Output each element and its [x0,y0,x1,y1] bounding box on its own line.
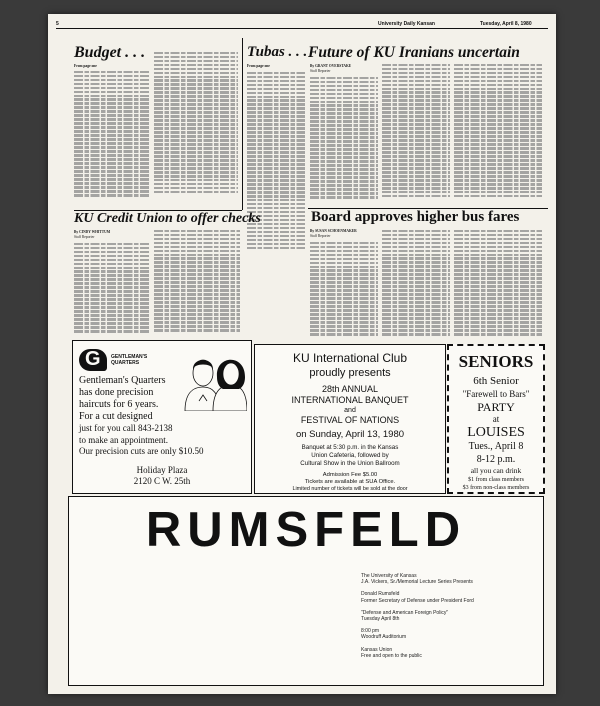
seniors-line: SENIORS [458,352,534,371]
seniors-line: Tues., April 8 [468,441,524,452]
rumsfeld-info-line: Kansas Union [361,646,393,653]
board-column-2 [382,228,450,340]
intl-club-line: and [344,407,356,414]
budget-jump: From page one [74,64,97,68]
credit-union-column-2 [154,228,240,337]
gq-line: has done precision [79,387,154,398]
rumsfeld-info-line: Woodruff Auditorium [361,634,407,641]
intl-club-line: Limited number of tickets will be sold at the door [292,486,408,492]
gq-line: haircuts for 6 years. [79,399,159,410]
rumsfeld-info-line: J.A. Vickers, Sr./Memorial Lecture Series Presents [361,579,473,586]
board-byline: By SUSAN SCHOENMAKER [310,229,357,233]
seniors-party-ad [447,344,545,494]
rumsfeld-title: RUMSFELD [145,503,467,557]
budget-headline: Budget . . . [74,44,146,61]
gq-logo-name: GENTLEMAN'S QUARTERS [111,354,148,366]
intl-club-line: Admission Fee $5.00 [322,472,378,478]
budget-column-1 [74,69,150,209]
seniors-line: $1 from class members [468,477,524,483]
rumsfeld-info [361,573,531,659]
intl-club-line: FESTIVAL OF NATIONS [300,415,400,425]
rumsfeld-info-line: Free and open to the public [361,652,422,659]
gq-line: For a cut designed [79,411,153,422]
gq-line: to make an appointment. [79,434,168,445]
seniors-line: "Farewell to Bars" [462,389,530,399]
seniors-line: at [492,414,500,424]
gq-line: Gentleman's Quarters [79,375,166,386]
seniors-line: all you can drink [470,466,522,475]
gentlemans-quarters-ad [72,340,252,494]
paper-name: University Daily Kansan [378,21,435,27]
iranians-byline: By GRANT OVERSTAKE [310,64,352,68]
intl-club-copy [255,345,445,493]
couple-illustration-icon [177,347,247,411]
gq-copy [79,375,179,423]
intl-club-line: Banquet at 5:30 p.m. in the Kansas [301,444,399,451]
rumsfeld-info-line: Former Secretary of Defense under President Ford [361,597,474,604]
gq-line: just for you call 843-2138 [79,423,173,433]
budget-column-2 [154,50,238,208]
board-headline: Board approves higher bus fares [311,209,520,225]
rumsfeld-info-line: "Defense and American Foreign Policy" [361,609,449,616]
gq-logo-letter: G [85,348,101,370]
credit-union-byline: By CINDY WHITTUM [74,230,111,234]
rumsfeld-info-line: Tuesday April 8th [361,616,400,623]
iranians-column-3 [454,62,542,207]
intl-club-line: on Sunday, April 13, 1980 [295,429,405,440]
intl-club-line: proudly presents [309,367,391,379]
gq-copy-lower [79,423,247,458]
intl-club-line: Tickets are available at SUA Office. [304,479,396,485]
tubas-jump: From page one [247,64,270,68]
board-column-1 [310,240,378,340]
page-number: 5 [56,21,59,27]
seniors-line: $3 from non-class members [462,485,530,491]
gq-address: 2120 C W. 25th [133,476,191,486]
international-club-ad [254,344,446,494]
masthead-rule [56,28,548,29]
credit-union-column-1 [74,241,150,337]
intl-club-line: INTERNATIONAL BANQUET [291,395,409,405]
iranians-role: Staff Reporter [310,69,331,73]
column-rule [242,38,243,210]
gq-logo-icon [79,349,107,371]
intl-club-line: Union Cafeteria, followed by [311,452,389,459]
intl-club-line: Cultural Show in the Union Ballroom [300,460,400,467]
issue-date: Tuesday, April 8, 1980 [480,21,532,27]
credit-union-headline: KU Credit Union to offer checks [74,211,261,226]
gq-location: Holiday Plaza [136,465,188,475]
board-column-3 [454,228,542,340]
rumsfeld-lecture-ad [68,496,544,686]
gq-address-block [73,465,251,487]
rumsfeld-info-line: The University of Kansas [361,573,417,579]
seniors-line: LOUISES [467,425,525,440]
seniors-line: PARTY [477,400,515,414]
seniors-copy [449,346,543,492]
rumsfeld-info-line: 8:00 pm [361,628,380,635]
iranians-column-1 [310,75,378,207]
iranians-headline: Future of KU Iranians uncertain [308,44,520,61]
board-role: Staff Reporter [310,234,331,238]
seniors-line: 8-12 p.m. [476,454,516,465]
iranians-column-2 [382,62,450,207]
credit-union-role: Staff Reporter [74,235,95,239]
gq-line: Our precision cuts are only $10.50 [79,446,204,456]
rumsfeld-info-line: Donald Rumsfeld [361,591,400,598]
tubas-headline: Tubas . . . [247,44,308,60]
newspaper-page [48,14,556,694]
tubas-column [247,70,305,266]
intl-club-line: 28th ANNUAL [321,384,379,394]
intl-club-line: KU International Club [292,351,408,365]
seniors-line: 6th Senior [473,375,519,387]
